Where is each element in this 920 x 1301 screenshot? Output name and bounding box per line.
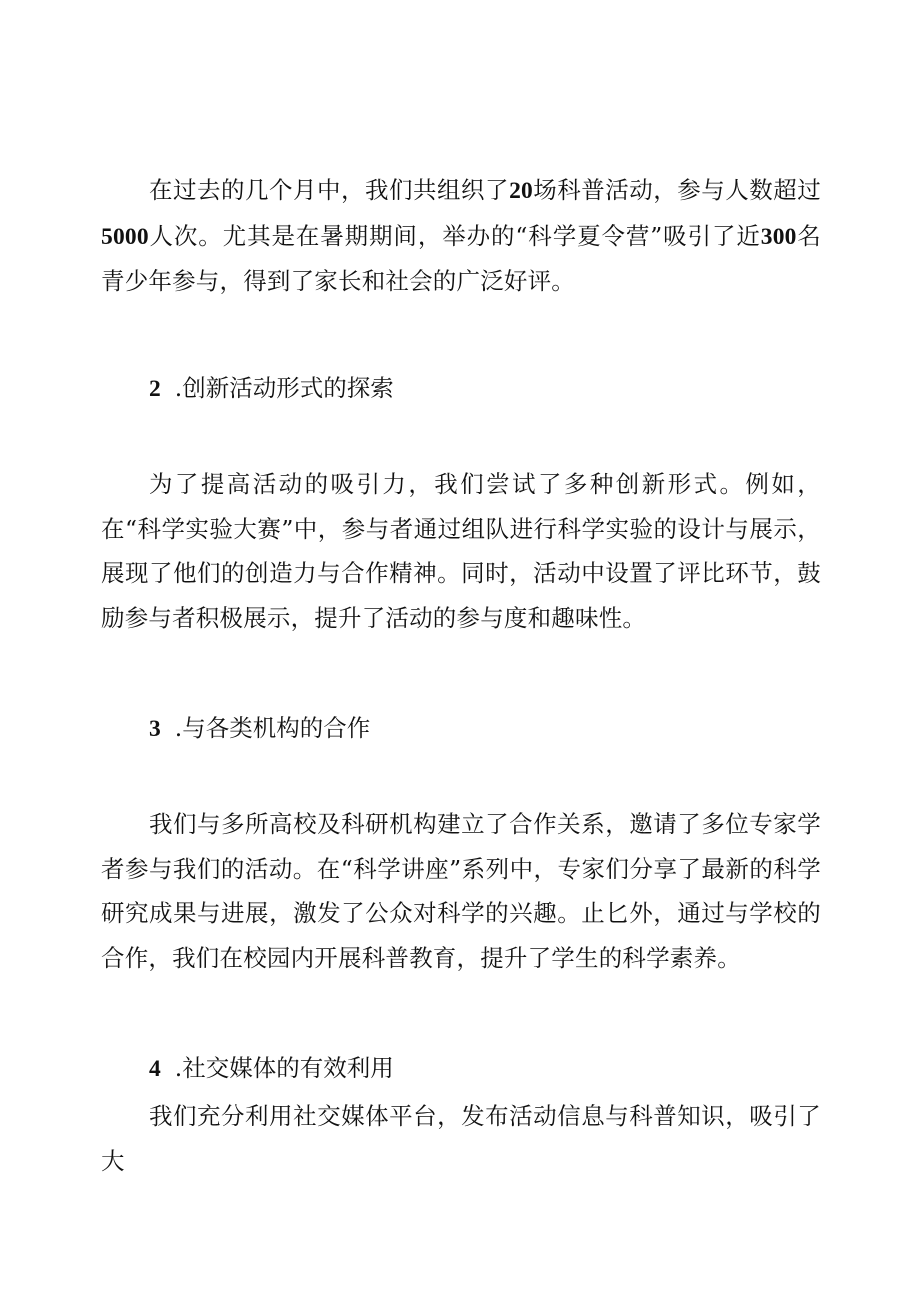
paragraph-text: 名青少年参与，得到了家长和社会的广泛好评。 — [101, 221, 822, 296]
paragraph-text: 场科普活动，参与人数超过 — [532, 176, 822, 204]
paragraph-social-media: 我们充分利用社交媒体平台，发布活动信息与科普知识，吸引了大 — [101, 1102, 821, 1175]
section-heading-3 — [149, 712, 370, 746]
paragraph-activity-summary — [101, 168, 821, 304]
paragraph-text: 人次。尤其是在暑期期间，举办的“科学夏令营”吸引了近 — [148, 221, 761, 250]
camp-attendee-count: 300 — [760, 223, 797, 250]
paragraph-text: 在过去的几个月中，我们共组织了 — [149, 176, 510, 204]
section-number: 4 — [149, 1056, 161, 1082]
section-number: 2 — [149, 376, 161, 402]
section-title: .与各类机构的合作 — [174, 714, 371, 742]
section-heading-2 — [149, 372, 394, 406]
section-title: .社交媒体的有效利用 — [174, 1054, 394, 1082]
paragraph-innovative-forms: 为了提高活动的吸引力，我们尝试了多种创新形式。例如，在“科学实验大赛”中，参与者通过组队进行科学实验的设计与展示，展现了他们的创造力与合作精神。同时，活动中设置了评比环节，鼓励参与者积极展示，提升了活动的参与度和趣味性。 — [101, 470, 821, 632]
paragraph-cooperation: 我们与多所高校及科研机构建立了合作关系，邀请了多位专家学者参与我们的活动。在“科学讲座”系列中，专家们分享了最新的科学研究成果与进展，激发了公众对科学的兴趣。止匕外，通过与学校的合作，我们在校园内开展科普教育，提升了学生的科学素养。 — [101, 810, 821, 972]
activity-count: 20 — [509, 178, 533, 204]
participant-count: 5000 — [101, 223, 149, 250]
section-heading-4 — [149, 1052, 394, 1086]
section-title: .创新活动形式的探索 — [174, 374, 394, 402]
section-number: 3 — [149, 716, 161, 742]
